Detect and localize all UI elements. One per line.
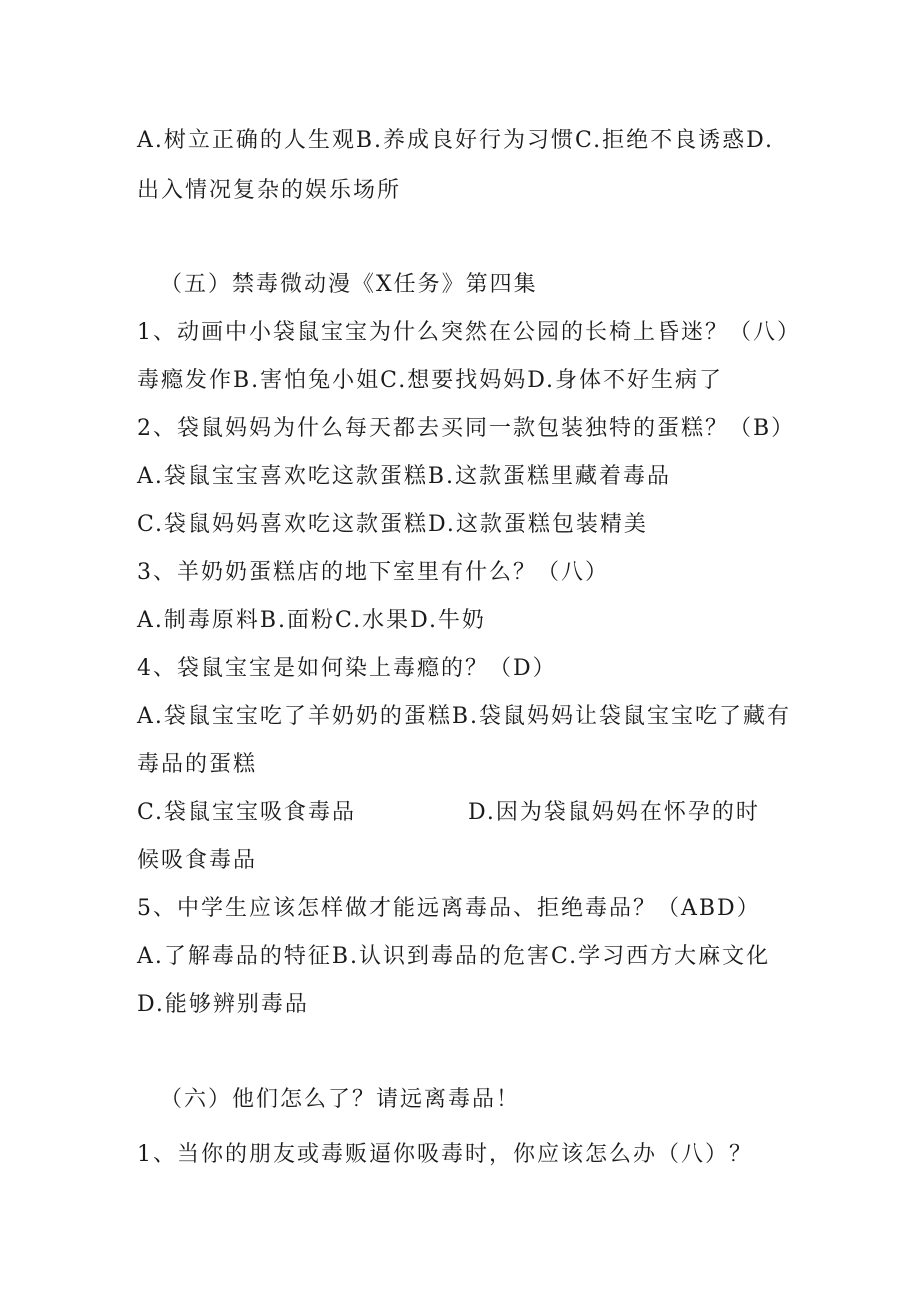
question-3: 3、羊奶奶蛋糕店的地下室里有什么？（八） (137, 560, 609, 585)
question-2: 2、袋鼠妈妈为什么每天都去买同一款包装独特的蛋糕？（B） (137, 416, 796, 441)
question-4-option-d-cont: 候吸食毒品 (137, 848, 258, 873)
section-heading-5: （五）禁毒微动漫《X任务》第四集 (160, 272, 538, 297)
question-4-option-d: D.因为袋鼠妈妈在怀孕的时 (468, 800, 760, 825)
option-line-1-cont: 出入情况复杂的娱乐场所 (137, 178, 402, 203)
question-5-options-abc: A.了解毒品的特征B.认识到毒品的危害C.学习西方大麻文化 (137, 944, 771, 969)
question-2-options-cd: C.袋鼠妈妈喜欢吃这款蛋糕D.这款蛋糕包装精美 (137, 512, 648, 537)
question-4: 4、袋鼠宝宝是如何染上毒瘾的？（D） (137, 656, 557, 681)
question-4-options-ab-cont: 毒品的蛋糕 (137, 752, 258, 777)
option-line-1: A.树立正确的人生观B.养成良好行为习惯C.拒绝不良诱惑D. (137, 128, 774, 153)
question-1-options: 毒瘾发作B.害怕兔小姐C.想要找妈妈D.身体不好生病了 (137, 368, 724, 393)
question-5-option-d: D.能够辨别毒品 (137, 992, 309, 1017)
question-4-option-c: C.袋鼠宝宝吸食毒品 (137, 800, 357, 825)
question-2-options-ab: A.袋鼠宝宝喜欢吃这款蛋糕B.这款蛋糕里藏着毒品 (137, 464, 672, 489)
question-1: 1、动画中小袋鼠宝宝为什么突然在公园的长椅上昏迷？（八） (137, 320, 801, 345)
section-heading-6: （六）他们怎么了？请远离毒品！ (160, 1087, 521, 1112)
question-6-1: 1、当你的朋友或毒贩逼你吸毒时，你应该怎么办（八）？ (137, 1142, 753, 1167)
question-4-options-ab: A.袋鼠宝宝吃了羊奶奶的蛋糕B.袋鼠妈妈让袋鼠宝宝吃了藏有 (137, 704, 792, 729)
question-5: 5、中学生应该怎样做才能远离毒品、拒绝毒品？（ABD） (137, 896, 761, 921)
question-3-options: A.制毒原料B.面粉C.水果D.牛奶 (137, 608, 486, 633)
